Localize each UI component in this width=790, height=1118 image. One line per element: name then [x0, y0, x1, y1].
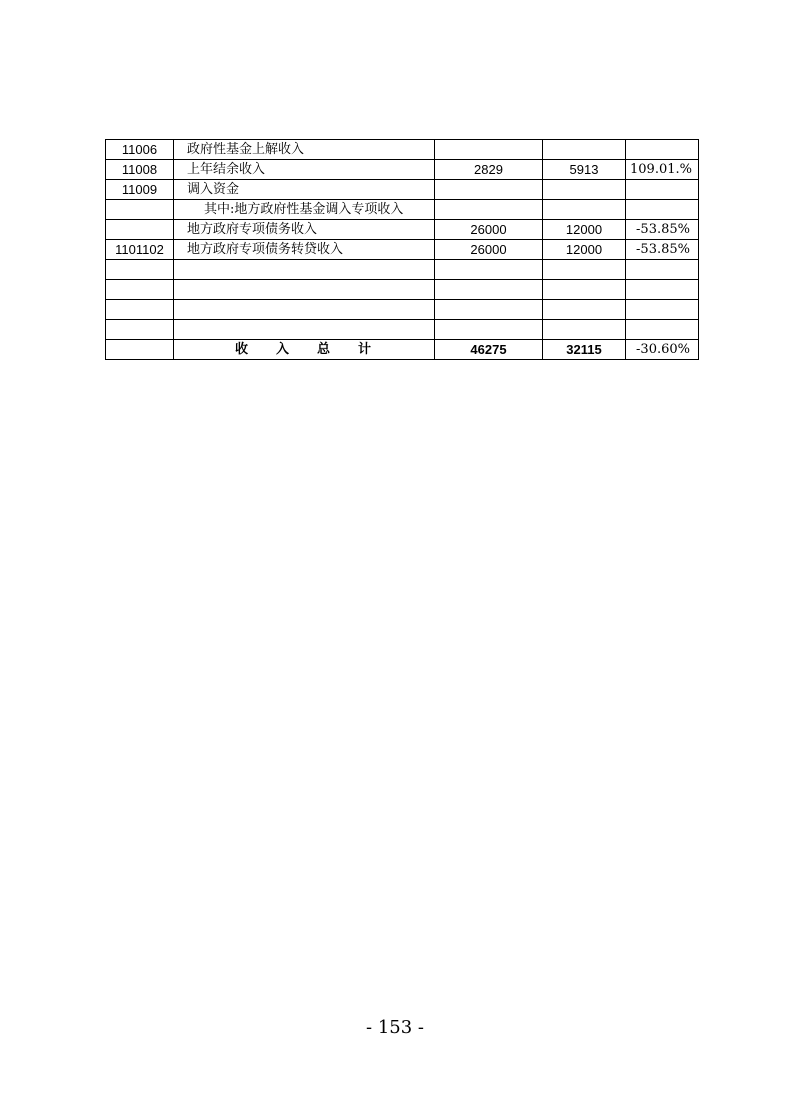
row-name: 调入资金	[174, 180, 435, 200]
row-name: 地方政府专项债务收入	[174, 220, 435, 240]
row-curr-value	[543, 200, 626, 220]
table-row	[106, 300, 699, 320]
row-prev-value	[435, 200, 543, 220]
row-prev-value	[435, 140, 543, 160]
row-change	[626, 260, 699, 280]
row-change	[626, 320, 699, 340]
row-code	[106, 320, 174, 340]
total-curr-value: 32115	[543, 340, 626, 360]
row-curr-value	[543, 300, 626, 320]
table-row	[106, 140, 699, 160]
total-change: -30.60%	[626, 340, 699, 360]
row-name: 政府性基金上解收入	[174, 140, 435, 160]
row-change	[626, 200, 699, 220]
row-code	[106, 300, 174, 320]
table-row	[106, 160, 699, 180]
table-row	[106, 240, 699, 260]
row-code	[106, 220, 174, 240]
revenue-table-body	[106, 140, 699, 360]
row-curr-value	[543, 320, 626, 340]
row-code	[106, 280, 174, 300]
row-code: 1101102	[106, 240, 174, 260]
row-change	[626, 180, 699, 200]
row-name	[174, 260, 435, 280]
revenue-table	[105, 139, 699, 360]
row-change	[626, 300, 699, 320]
row-code	[106, 260, 174, 280]
row-prev-value	[435, 300, 543, 320]
row-change: -53.85%	[626, 220, 699, 240]
row-curr-value: 12000	[543, 240, 626, 260]
table-row	[106, 200, 699, 220]
row-curr-value	[543, 180, 626, 200]
table-row	[106, 260, 699, 280]
row-name: 其中:地方政府性基金调入专项收入	[174, 200, 435, 220]
row-code: 11008	[106, 160, 174, 180]
row-change	[626, 280, 699, 300]
total-row	[106, 340, 699, 360]
revenue-table-container	[105, 139, 698, 360]
row-curr-value: 5913	[543, 160, 626, 180]
table-row	[106, 280, 699, 300]
row-name	[174, 320, 435, 340]
row-code: 11009	[106, 180, 174, 200]
row-prev-value	[435, 320, 543, 340]
row-change	[626, 140, 699, 160]
row-change: 109.01.%	[626, 160, 699, 180]
row-curr-value: 12000	[543, 220, 626, 240]
row-change: -53.85%	[626, 240, 699, 260]
row-code	[106, 200, 174, 220]
row-code: 11006	[106, 140, 174, 160]
row-prev-value: 26000	[435, 220, 543, 240]
row-name: 上年结余收入	[174, 160, 435, 180]
total-label: 收入总计	[174, 340, 435, 360]
row-prev-value: 2829	[435, 160, 543, 180]
row-prev-value: 26000	[435, 240, 543, 260]
table-row	[106, 220, 699, 240]
total-prev-value: 46275	[435, 340, 543, 360]
table-row	[106, 320, 699, 340]
row-prev-value	[435, 260, 543, 280]
page-number: - 153 -	[366, 1017, 424, 1038]
row-name: 地方政府专项债务转贷收入	[174, 240, 435, 260]
row-curr-value	[543, 140, 626, 160]
row-curr-value	[543, 260, 626, 280]
total-code	[106, 340, 174, 360]
row-curr-value	[543, 280, 626, 300]
row-prev-value	[435, 180, 543, 200]
row-name	[174, 280, 435, 300]
row-name	[174, 300, 435, 320]
row-prev-value	[435, 280, 543, 300]
table-row	[106, 180, 699, 200]
